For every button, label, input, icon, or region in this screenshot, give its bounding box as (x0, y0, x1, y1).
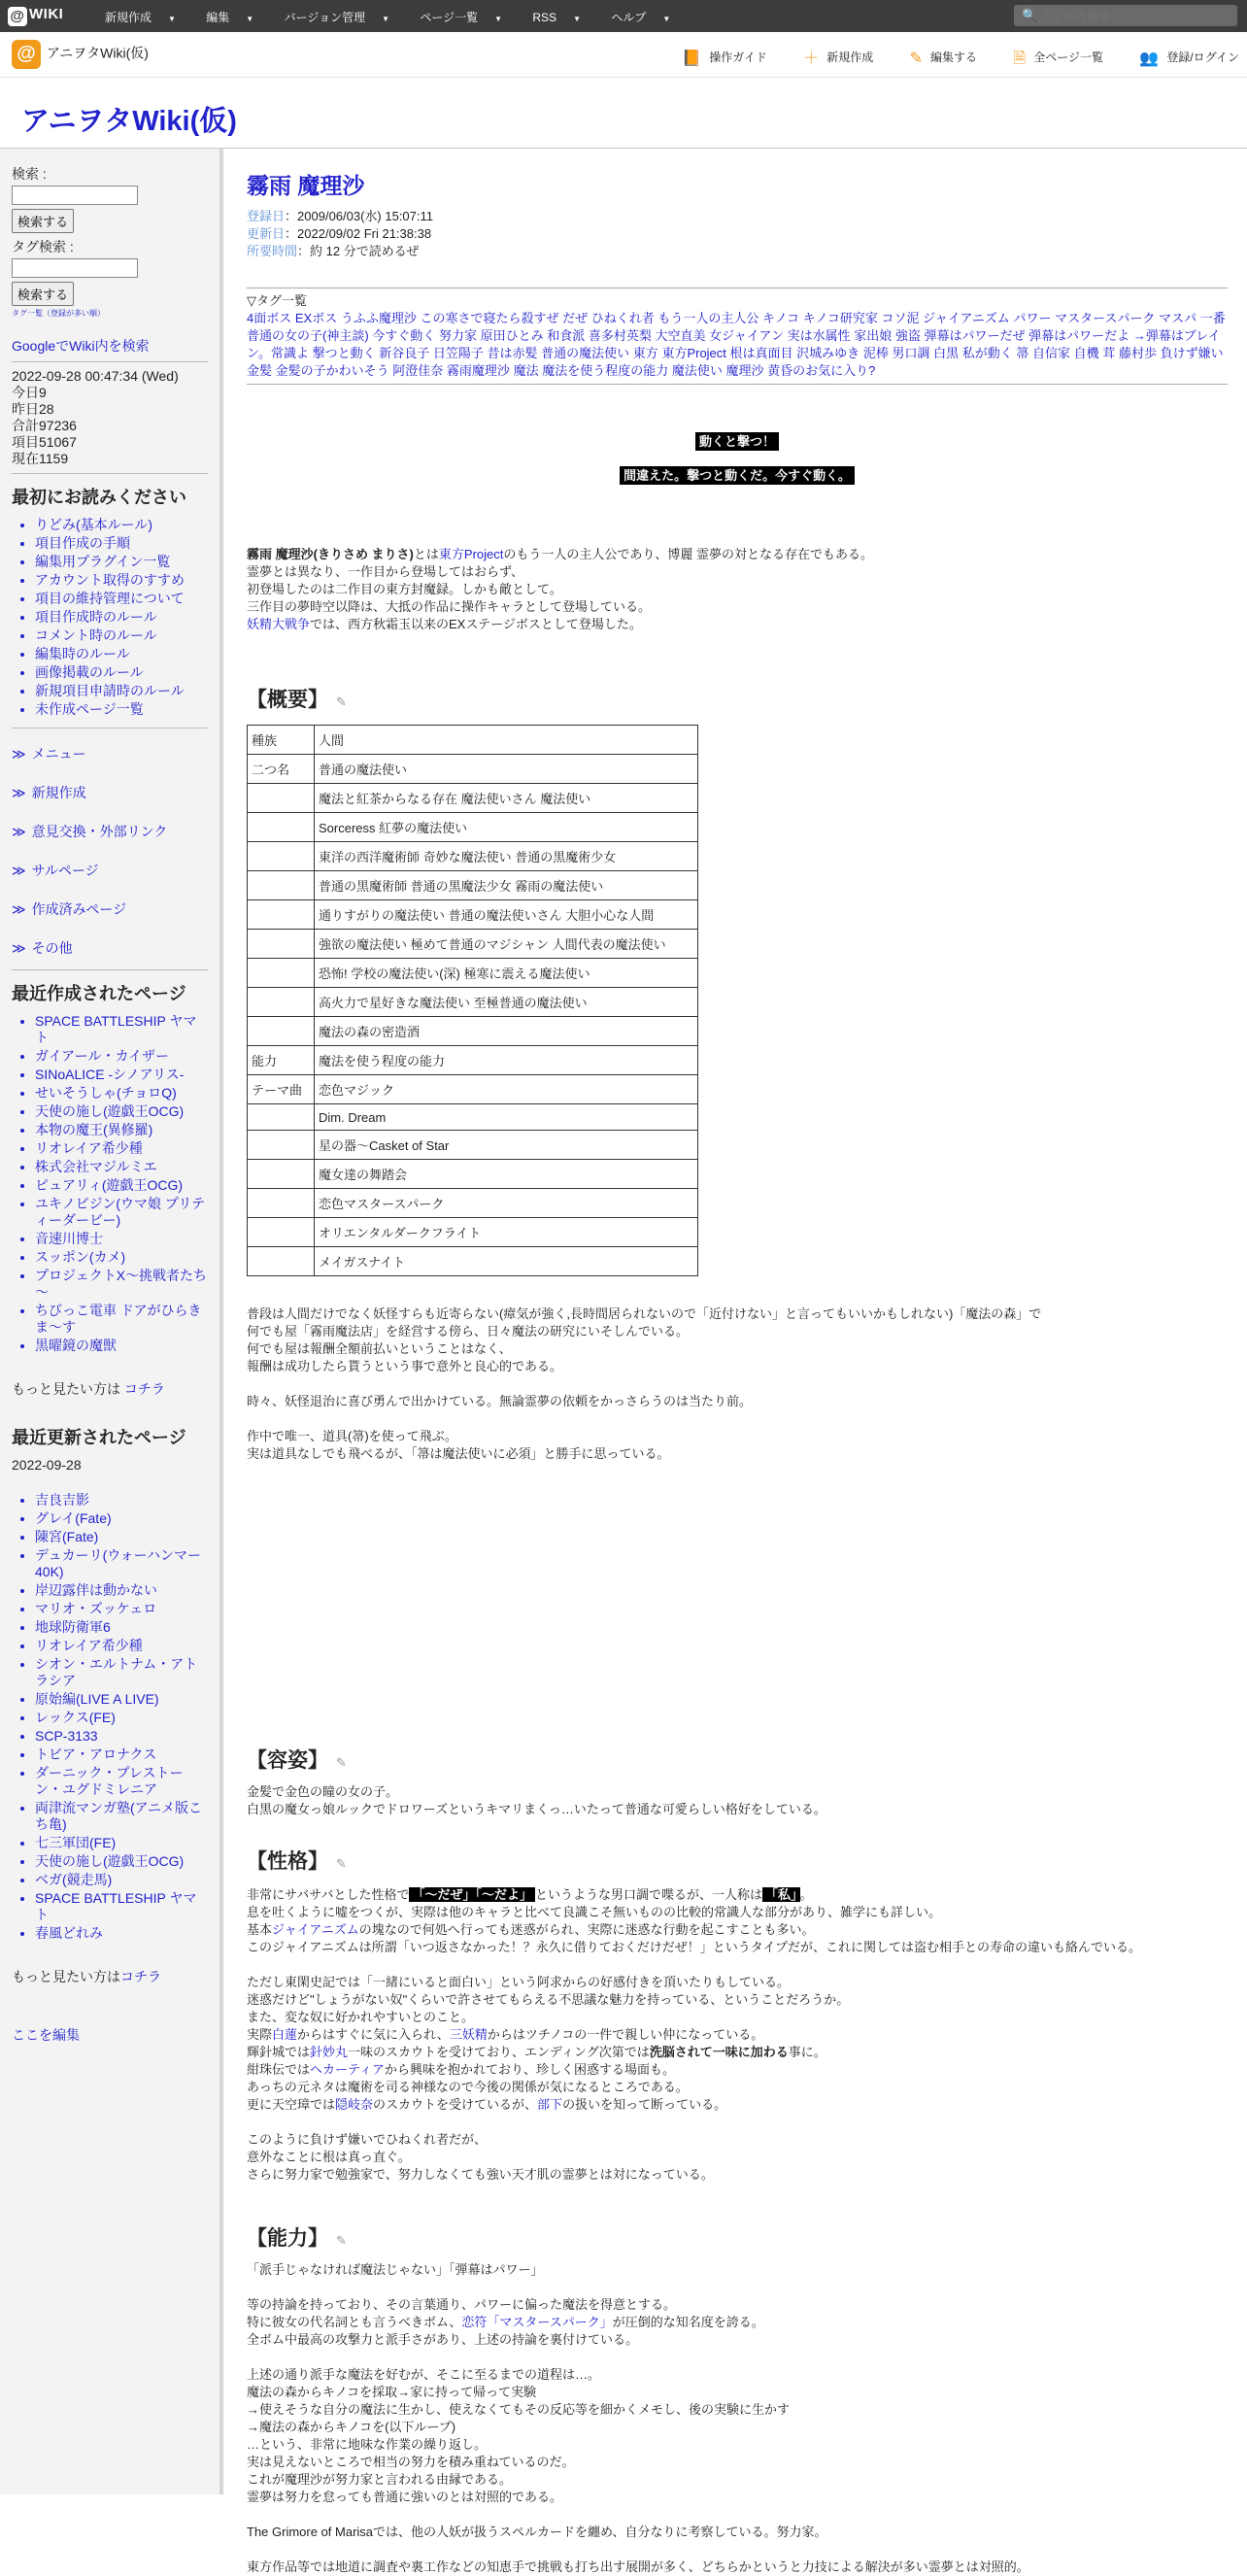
tag-link[interactable]: 家出娘 (854, 328, 893, 343)
list-item[interactable]: • 項目作成の手順 (35, 535, 208, 552)
table-row (248, 988, 698, 1017)
table-value-cell: 魔女達の舞踏会 (315, 1160, 698, 1189)
table-value-cell: 普通の黒魔術師 普通の黒魔法少女 霧雨の魔法使い (315, 871, 698, 900)
list-item[interactable]: • 画像掲載のルール (35, 664, 208, 681)
tag-link[interactable]: 自機 (1073, 346, 1099, 360)
table-value-cell: メイガスナイト (315, 1247, 698, 1276)
tag-list-header[interactable]: ▽タグ一覧 (247, 293, 307, 308)
tag-link[interactable]: マスパ (1159, 311, 1197, 325)
table-key-cell (248, 871, 315, 900)
tag-link[interactable]: 強盗 (894, 328, 921, 343)
nav-sarupage[interactable]: ≫ サルページ (12, 863, 99, 878)
table-key-cell (248, 959, 315, 988)
list-item[interactable]: • ガイアール・カイザー (35, 1048, 208, 1065)
tag-link[interactable]: 金髪 (247, 363, 273, 378)
list-item[interactable]: • レックス(FE) (35, 1710, 208, 1726)
table-row (248, 1247, 698, 1276)
recent-updated-heading: 最近更新されたページ (12, 1428, 186, 1447)
caret-down-icon: ▼ (662, 15, 671, 23)
recent-created-heading: 最近作成されたページ (12, 984, 186, 1003)
tag-link[interactable]: 普通の魔法使い (541, 346, 630, 360)
list-item[interactable]: • 編集用プラグイン一覧 (35, 554, 208, 570)
table-key-cell (248, 900, 315, 930)
users-icon: 👥 (1139, 51, 1160, 67)
tag-link[interactable]: 努力家 (438, 328, 477, 343)
nav-opinions[interactable]: ≫ 意見交換・外部リンク (12, 824, 168, 839)
nav-created[interactable]: ≫ 作成済みページ (12, 901, 127, 917)
quote-block (247, 431, 1228, 450)
tag-link[interactable]: 黄昏のお気に入り? (767, 363, 876, 378)
table-row (248, 930, 698, 959)
tag-link[interactable]: 沢城みゆき (796, 346, 860, 360)
list-item[interactable]: • シオン・エルトナム・アトラシア (35, 1656, 208, 1689)
list-item[interactable]: • リオレイア希少種 (35, 1140, 208, 1157)
table-row (248, 1104, 698, 1131)
tag-link[interactable]: キノコ (762, 311, 800, 325)
tag-link[interactable]: 女ジャイアン (709, 328, 784, 343)
section-heading-ability: 【能力】 ✎ (247, 2227, 347, 2250)
caret-down-icon: ▼ (168, 15, 176, 23)
table-row (248, 755, 698, 784)
table-row (248, 1046, 698, 1075)
tag-link[interactable]: キノコ研究家 (802, 311, 878, 325)
ability-text: 「派手じゃなければ魔法じゃない」「弾幕はパワー」 等の持論を持っており、その言葉通り、パワーに偏った魔法を得意とする。 特に彼女の代名詞とも言うべきボム、恋符「マスタースパーク」が圧倒的な知名度を誇る。 全ボム中最高の攻撃力と派手さがあり、上述の持論を裏付けている。 上述の通り派手な魔法を好むが、そこに至るまでの道程は…。 魔法の森からキノコを採取→家に持って帰って実験 →使えそうな自分の魔法に生かし、使えなくてもその反応等を細かくメモし、後の実験に生かす →魔法の森からキノコを(以下ループ) …という、非常に地味な作業の繰り返し。 実は見えないところで相当の努力を積み重ねているのだ。 これが魔理沙が努力家と言われる由縁である。 霊夢は努力を怠っても普通に強いのとは対照的である。 The Grimore of Marisaでは、他の人妖が扱うスペルカードを纏め、自分なりに考察している。努力家。 東方作品等では地道に調査や裏工作などの知恵手で挑戦も打ち出す展開が多く、どちらかというと力技による解決が多い霊夢とは対照的。 (247, 2262, 1029, 2574)
list-item[interactable]: • ちびっこ電車 ドアがひらきま～す (35, 1303, 208, 1336)
menu-version[interactable]: バージョン管理 ▼ (284, 11, 390, 24)
pencil-icon: ✎ (909, 51, 923, 67)
tag-link[interactable]: 弾幕はパワーだぜ (924, 328, 1026, 343)
header-actions (649, 46, 1239, 74)
table-key-cell: 能力 (248, 1046, 315, 1075)
tag-link[interactable]: 新谷良子 (379, 346, 430, 360)
page-meta: 登録日：2009/06/03(水) 15:07:11 更新日：2022/09/02 Fri 21:38:38 所要時間：約 12 分で読めるぜ (247, 209, 434, 258)
tag-link[interactable]: 白黒 (933, 346, 960, 360)
recent-updated-date: 2022-09-28 (12, 1457, 82, 1473)
table-key-cell (248, 813, 315, 842)
tag-list (247, 288, 1228, 385)
table-value-cell: 魔法を使う程度の能力 (315, 1046, 698, 1075)
edit-button[interactable]: ✎ 編集する (909, 51, 977, 67)
search-label: 検索 : (12, 166, 47, 182)
document-icon: 🗎 (1013, 51, 1027, 67)
tag-link[interactable]: 実は水属性 (787, 328, 851, 343)
page-title[interactable]: 霧雨 魔理沙 (247, 173, 365, 198)
tag-link[interactable]: 撃つと動く (312, 346, 376, 360)
tag-link[interactable]: →弾幕はブレイン。常識よ (247, 328, 1221, 360)
tag-link[interactable]: 箒 (1016, 346, 1029, 360)
okina-link[interactable]: 隠岐奈 (335, 2097, 374, 2112)
list-item[interactable]: • トビア・アロナクス (35, 1746, 208, 1763)
list-item[interactable]: • 陳宮(Fate) (35, 1529, 208, 1545)
list-item[interactable]: • SPACE BATTLESHIP ヤマト (35, 1013, 208, 1046)
fairy-wars-link[interactable]: 妖精大戦争 (247, 617, 311, 631)
new-page-button[interactable]: ＋ 新規作成 (803, 51, 874, 67)
list-item[interactable]: • プロジェクトX～挑戦者たち～ (35, 1268, 208, 1301)
list-item[interactable]: • 項目作成時のルール (35, 609, 208, 626)
list-item[interactable]: • 七三軍団(FE) (35, 1835, 208, 1851)
double-chevron-icon: ≫ (12, 746, 26, 762)
more-created-link[interactable]: コチラ (123, 1381, 165, 1397)
tag-link[interactable]: ジャイアニズム (923, 311, 1010, 325)
main-content (247, 149, 1228, 2576)
wiki-logo[interactable]: @ WIKI (8, 6, 63, 26)
menu-pages[interactable]: ページ一覧 ▼ (420, 11, 503, 24)
recent-created-list (12, 1013, 208, 1354)
tag-link[interactable]: 魔法使い (671, 363, 723, 378)
overview-text: 普段は人間だけでなく妖怪すらも近寄らない(瘴気が強く,長時間居られないので「近付けない」と言ってもいいかもしれない)「魔法の森」で 何でも屋「霧雨魔法店」を経営する傍ら、日々魔法の研究にいそしんでいる。 何でも屋は報酬全額前払いということはなく、 報酬は成功したら貰うという事で意外と良心的である。 時々、妖怪退治に喜び勇んで出かけている。無論霊夢の依頼をかっさらうのは当たり前。 作中で唯一、道具(箒)を使って飛ぶ。 実は道具なしでも飛べるが、「箒は魔法使いに必須」と勝手に思っている。 (247, 1306, 1042, 1461)
table-row (248, 813, 698, 842)
tag-link[interactable]: 昔は赤髪 (487, 346, 538, 360)
list-item[interactable]: • 音速川博士 (35, 1231, 208, 1247)
list-item[interactable]: • リオレイア希少種 (35, 1638, 208, 1654)
table-row (248, 959, 698, 988)
list-item[interactable]: • 天使の施し(遊戯王OCG) (35, 1103, 208, 1120)
table-value-cell: 恐怖! 学校の魔法使い(深) 極寒に震える魔法使い (315, 959, 698, 988)
section-heading-appearance: 【容姿】 ✎ (247, 1749, 347, 1772)
plus-icon: ＋ (803, 51, 820, 67)
list-item[interactable]: • ベガ(競走馬) (35, 1872, 208, 1888)
recent-updated-list (12, 1492, 208, 1942)
more-updated-link[interactable]: コチラ (120, 1969, 161, 1984)
tag-link[interactable]: だぜ (562, 311, 589, 325)
tag-link[interactable]: この寒さで寝たら殺すぜ (420, 311, 559, 325)
table-key-cell (248, 930, 315, 959)
table-value-cell: 人間 (315, 726, 698, 755)
search-icon[interactable]: 🔍 (1022, 8, 1038, 22)
tag-link[interactable]: 茸 (1102, 346, 1116, 360)
personality-text: 非常にサバサバとした性格で 「～だぜ」「～だよ」 というような男口調で喋るが、一人称は 「私」 。 息を吐くように嘘をつくが、実際は他のキャラと比べて良識こそ無いものの比較的常識人な部分があり、雑学にも詳しい。 基本ジャイアニズムの塊なので何処へ行っても迷惑がられ、実際に迷惑な行動を起こすことも多い。 このジャイアニズムは所謂「いつ返さなかった！？永久に借りておくだけだぜ！」というタイプだが、これに関しては盗む相手との寿命の違いも絡んでいる。 ただし東閑史記では「一緒にいると面白い」という阿求からの好感付きを頂いたりもしている。 迷惑だけど"しょうがない奴"くらいで許させてもらえる不思議な魅力を持っている、ということだろうか。 また、変な奴に好かれやすいとのこと。 実際白蓮からはすぐに気に入られ、三妖精からはツチノコの一件で親しい仲になっている。 輝針城では針妙丸一味のスカウトを受けており、エンディング次第では洗脳されて一味に加わる事に。 紺珠伝ではヘカーティアから興味を抱かれており、珍しく困惑する場面も。 あっちの元ネタは魔術を司る神様なので今後の関係が気になるところである。 更に天空璋では隠岐奈のスカウトを受けているが、部下の扱いを知って断っている。 このように負けず嫌いでひねくれ者だが、 意外なことに根は真っ直ぐ。 さらに努力家で勉強家で、努力しなくても強い天才肌の霊夢とは対になっている。 (247, 1887, 1142, 2182)
table-key-cell (248, 1247, 315, 1276)
shinmyoumaru-link[interactable]: 針妙丸 (310, 2045, 349, 2059)
table-key-cell: 二つ名 (248, 755, 315, 784)
table-row (248, 871, 698, 900)
table-key-cell: 種族 (248, 726, 315, 755)
divider (12, 728, 208, 729)
divider (12, 361, 208, 362)
tag-link[interactable]: うふふ魔理沙 (340, 311, 417, 325)
edit-section-icon[interactable]: ✎ (336, 2233, 347, 2248)
divider (12, 969, 208, 970)
list-item[interactable]: • 編集時のルール (35, 646, 208, 662)
list-item[interactable]: • ダーニック・プレストーン・ユグドミレニア (35, 1765, 208, 1798)
tag-link[interactable]: ひねくれ者 (590, 311, 655, 325)
tag-link[interactable]: 藤村歩 (1118, 346, 1157, 360)
menu-new[interactable]: 新規作成 ▼ (105, 11, 176, 24)
list-item[interactable]: • 未作成ページ一覧 (35, 701, 208, 718)
menu-edit[interactable]: 編集 ▼ (206, 11, 254, 24)
all-pages-button[interactable]: 🗎 全ページ一覧 (1013, 51, 1103, 67)
divider (12, 473, 208, 474)
list-item[interactable]: • SINoALICE -シノアリス- (35, 1067, 208, 1083)
table-key-cell (248, 988, 315, 1017)
nav-new[interactable]: ≫ 新規作成 (12, 785, 86, 800)
list-item[interactable]: • 吉良吉影 (35, 1492, 208, 1508)
top-navbar (0, 0, 1247, 32)
tag-link[interactable]: 阿澄佳奈 (392, 363, 444, 378)
tag-link[interactable]: 根は真面目 (729, 346, 793, 360)
tag-links (247, 310, 1228, 380)
tag-link[interactable]: マスタースパーク (1055, 311, 1156, 325)
table-row (248, 1075, 698, 1104)
caret-down-icon: ▼ (494, 15, 503, 23)
double-chevron-icon: ≫ (12, 901, 26, 917)
table-row (248, 1017, 698, 1046)
sidebar-search-button[interactable]: 検索する (12, 209, 74, 233)
more-created: もっと見たい方は コチラ (12, 1381, 165, 1397)
table-value-cell: Sorceress 紅夢の魔法使い (315, 813, 698, 842)
menu-rss[interactable]: RSS ▼ (532, 11, 581, 24)
list-item[interactable]: • コメント時のルール (35, 627, 208, 644)
tag-link[interactable]: 男口調 (892, 346, 930, 360)
table-value-cell: Dim. Dream (315, 1104, 698, 1131)
list-item[interactable]: • SPACE BATTLESHIP ヤマト (35, 1890, 208, 1923)
list-item[interactable]: • 本物の魔王(異修羅) (35, 1122, 208, 1138)
table-value-cell: 星の器～Casket of Star (315, 1131, 698, 1160)
tag-link[interactable]: 弾幕はパワーだよ (1028, 328, 1130, 343)
table-row (248, 726, 698, 755)
tag-link[interactable]: コソ泥 (881, 311, 920, 325)
sidebar (0, 149, 223, 2494)
table-value-cell: 東洋の西洋魔術師 奇妙な魔法使い 普通の黒魔術少女 (315, 842, 698, 871)
book-icon: 📙 (682, 51, 702, 67)
quote-block (247, 465, 1228, 484)
tag-link[interactable]: 魔理沙 (725, 363, 764, 378)
tag-link[interactable]: 金髪の子かわいそう (275, 363, 389, 378)
first-read-heading: 最初にお読みください (12, 488, 186, 507)
caret-down-icon: ▼ (573, 15, 581, 23)
tag-link[interactable]: 東方 (632, 346, 658, 360)
list-item[interactable]: • 岸辺露伴は動かない (35, 1582, 208, 1599)
section-heading-personality: 【性格】 ✎ (247, 1850, 347, 1873)
byakuren-link[interactable]: 白蓮 (272, 2027, 298, 2042)
list-item[interactable]: • グレイ(Fate) (35, 1510, 208, 1527)
table-row (248, 1189, 698, 1218)
tag-link[interactable]: 一番普通の女の子(神主談) (247, 311, 1226, 343)
site-icon: @ (12, 40, 41, 69)
edit-section-icon[interactable]: ✎ (336, 1755, 347, 1770)
table-value-cell: オリエンタルダークフライト (315, 1218, 698, 1247)
table-key-cell (248, 1017, 315, 1046)
table-value-cell: 強欲の魔法使い 極めて普通のマジシャン 人間代表の魔法使い (315, 930, 698, 959)
table-key-cell (248, 1189, 315, 1218)
table-value-cell: 恋色マジック (315, 1075, 698, 1104)
list-item[interactable]: • マリオ・ズッケェロ (35, 1601, 208, 1617)
table-value-cell: 恋色マスタースパーク (315, 1189, 698, 1218)
list-item[interactable]: • デュカーリ(ウォーハンマー40K) (35, 1547, 208, 1580)
more-updated: もっと見たい方はコチラ (12, 1969, 161, 1984)
site-title-banner (0, 78, 1247, 149)
list-item[interactable]: • 地球防衛軍6 (35, 1619, 208, 1636)
master-spark-link[interactable]: 恋符「マスタースパーク」 (461, 2315, 613, 2329)
tag-link[interactable]: 魔法を使う程度の能力 (542, 363, 669, 378)
list-item[interactable]: • 新規項目申請時のルール (35, 683, 208, 699)
subordinates-link[interactable]: 部下 (537, 2097, 563, 2112)
profile-table (247, 725, 698, 1276)
tag-link[interactable]: 和食派 (547, 328, 586, 343)
table-value-cell: 魔法と紅茶からなる存在 魔法使いさん 魔法使い (315, 784, 698, 813)
table-key-cell (248, 842, 315, 871)
sidebar-search-input[interactable] (12, 186, 138, 205)
intro-paragraph: 霧雨 魔理沙(きりさめ まりさ)とは東方Projectのもう一人の主人公であり、博麗 霊夢の対となる存在でもある。 霊夢とは異なり、一作目から登場してはおらず、 初登場したのは二作目の東方封魔録。しかも敵として。 三作目の夢時空以降は、大抵の作品に操作キャラとして登場している。 妖精大戦争では、西方秋霜玉以来のEXステージボスとして登場した。 (247, 547, 873, 631)
guide-button[interactable]: 📙 操作ガイド (682, 51, 767, 67)
double-chevron-icon: ≫ (12, 863, 26, 878)
list-item[interactable]: • 天使の施し(遊戯王OCG) (35, 1853, 208, 1870)
tag-link[interactable]: 今すぐ動く (372, 328, 436, 343)
edit-sidebar-link[interactable]: ここを編集 (12, 2027, 80, 2043)
tag-link[interactable]: パワー (1013, 311, 1052, 325)
list-item[interactable]: • 両津流マンガ塾(アニメ版こち亀) (35, 1800, 208, 1833)
top-menu (105, 9, 697, 25)
menu-help[interactable]: ヘルプ ▼ (611, 11, 671, 24)
list-item[interactable]: • 原始編(LIVE A LIVE) (35, 1691, 208, 1708)
list-item[interactable]: • SCP-3133 (35, 1728, 208, 1745)
tag-link[interactable]: 喜多村英梨 (588, 328, 652, 343)
table-value-cell: 高火力で星好きな魔法使い 至極普通の魔法使い (315, 988, 698, 1017)
tag-link[interactable]: 霧雨魔理沙 (446, 363, 510, 378)
tag-link[interactable]: EXボス (294, 311, 338, 325)
tag-link[interactable]: 東方Project (661, 346, 726, 360)
table-value-cell: 通りすがりの魔法使い 普通の魔法使いさん 大胆小心な人間 (315, 900, 698, 930)
edit-section-icon[interactable]: ✎ (336, 1856, 347, 1871)
tag-link[interactable]: 私が動く (961, 346, 1013, 360)
table-row (248, 1131, 698, 1160)
table-key-cell: テーマ曲 (248, 1075, 315, 1104)
login-button[interactable]: 👥 登録/ログイン (1139, 51, 1239, 67)
list-item[interactable]: • スッポン(カメ) (35, 1249, 208, 1266)
table-row (248, 842, 698, 871)
table-row (248, 1160, 698, 1189)
at-icon: @ (8, 7, 27, 26)
table-row (248, 784, 698, 813)
tag-search-button[interactable]: 検索する (12, 282, 74, 306)
giantism-link[interactable]: ジャイアニズム (272, 1922, 359, 1937)
table-key-cell (248, 1131, 315, 1160)
table-value-cell: 魔法の森の密造酒 (315, 1017, 698, 1046)
list-item[interactable]: • せいそうしゃ(チョロQ) (35, 1085, 208, 1102)
section-heading-overview: 【概要】 ✎ (247, 689, 347, 711)
table-key-cell (248, 784, 315, 813)
list-item[interactable]: • ピュアリィ(遊戯王OCG) (35, 1177, 208, 1194)
tag-link[interactable]: 大空直美 (655, 328, 706, 343)
counter-stats: 2022-09-28 00:47:34 (Wed) 今日9 昨日28 合計97236 項目51067 現在1159 (12, 368, 179, 466)
table-row (248, 1218, 698, 1247)
first-read-list (12, 517, 208, 718)
three-fairies-link[interactable]: 三妖精 (449, 2027, 488, 2042)
tag-link[interactable]: 魔法 (513, 363, 539, 378)
table-key-cell (248, 1218, 315, 1247)
nav-other[interactable]: ≫ その他 (12, 940, 73, 956)
wiki-search-input[interactable] (1039, 7, 1232, 26)
table-value-cell: 普通の魔法使い (315, 755, 698, 784)
double-chevron-icon: ≫ (12, 940, 26, 956)
list-item[interactable]: • アカウント取得のすすめ (35, 572, 208, 589)
caret-down-icon: ▼ (382, 15, 390, 23)
tag-link[interactable]: 負けず嫌い (1160, 346, 1224, 360)
list-item[interactable]: • りどみ(基本ルール) (35, 517, 208, 533)
edit-section-icon[interactable]: ✎ (336, 695, 347, 709)
list-item[interactable]: • 項目の維持管理について (35, 591, 208, 607)
double-chevron-icon: ≫ (12, 785, 26, 800)
site-title[interactable]: アニヲタWiki(仮) (21, 106, 237, 137)
tag-list-link[interactable]: タグ一覧（登録が多い順） (12, 309, 105, 318)
appearance-text: 金髪で金色の瞳の女の子。 白黒の魔女っ娘ルックでドロワーズというキマリまくっ…いたって普通な可愛らしい格好をしている。 (247, 1784, 826, 1816)
list-item[interactable]: • 株式会社マジルミエ (35, 1159, 208, 1175)
tag-link[interactable]: 泥棒 (862, 346, 889, 360)
hecatia-link[interactable]: ヘカーティア (310, 2062, 385, 2077)
table-key-cell (248, 1104, 315, 1131)
quote-line: 動くと撃つ！ (695, 432, 779, 451)
touhou-project-link[interactable]: 東方Project (438, 547, 504, 561)
tag-search-input[interactable] (12, 258, 138, 278)
list-item[interactable]: • 春風どれみ (35, 1925, 208, 1942)
double-chevron-icon: ≫ (12, 824, 26, 839)
table-key-cell (248, 1160, 315, 1189)
site-header (0, 32, 1247, 78)
list-item[interactable]: • ユキノビジン(ウマ娘 プリティーダービー) (35, 1196, 208, 1229)
tag-link[interactable]: 4面ボス (247, 311, 292, 325)
tag-link[interactable]: もう一人の主人公 (657, 311, 759, 325)
quote-line: 間違えた。撃つと動くだ。今すぐ動く。 (620, 466, 855, 485)
list-item[interactable]: • 黒曜鏡の魔獣 (35, 1338, 208, 1354)
caret-down-icon: ▼ (246, 15, 254, 23)
table-row (248, 900, 698, 930)
google-search-link[interactable]: GoogleでWiki内を検索 (12, 338, 150, 354)
nav-menu[interactable]: ≫ メニュー (12, 746, 86, 762)
tag-link[interactable]: 日笠陽子 (432, 346, 484, 360)
tag-search-label: タグ検索 : (12, 239, 74, 254)
site-home-link[interactable]: @ アニヲタWiki(仮) (12, 40, 149, 69)
tag-link[interactable]: 原田ひとみ (480, 328, 544, 343)
wiki-search-box (1014, 5, 1237, 26)
tag-link[interactable]: 自信家 (1032, 346, 1071, 360)
